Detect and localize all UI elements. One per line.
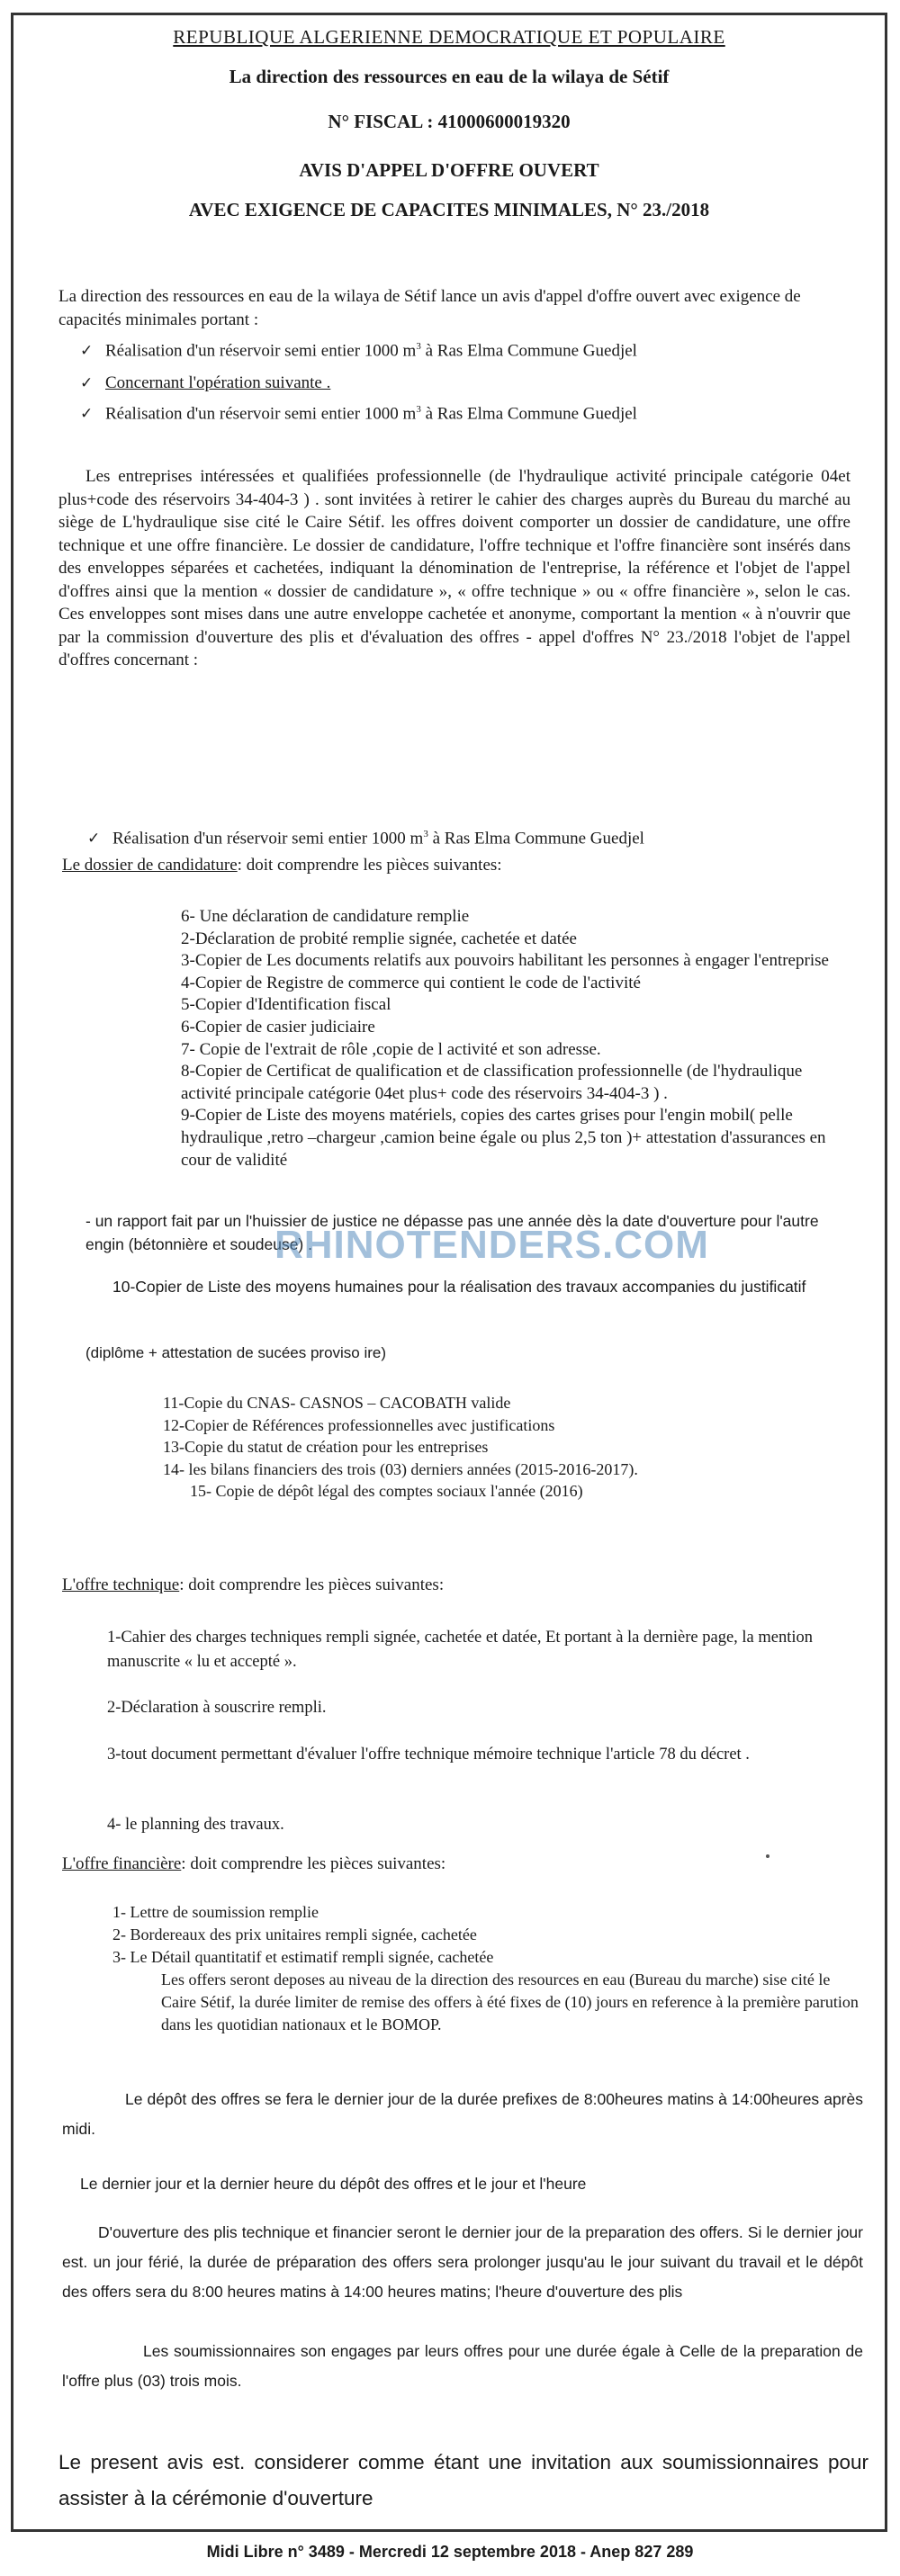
footer-publication: Midi Libre n° 3489 - Mercredi 12 septembre 2018 - Anep 827 289 [206, 2543, 694, 2561]
list-item: 2-Déclaration de probité remplie signée, cachetée et datée [181, 929, 577, 948]
bullet-sup: 3 [423, 829, 428, 839]
bullet-sup: 3 [416, 341, 421, 352]
list-item: 7- Copie de l'extrait de rôle ,copie de l activité et son adresse. [181, 1039, 601, 1059]
check-icon: ✓ [80, 374, 94, 392]
offre-financiere-list [112, 1901, 860, 2036]
list-item: 8-Copier de Certificat de qualification et de classification professionnelle (de l'hydraulique activité principale catégorie 04et plus+ code des réservoirs 34-404-3 ) . [181, 1062, 803, 1103]
ouverture-paragraph: D'ouverture des plis technique et financier seront le dernier jour de la preparation des offers. Si le dernier jour est. un jour férié, la durée de préparation des offers sera prolonger jusqu'au le jour suivant du travail et le dépôt des offers sera du 8:00 heures matins à 14:00 heures matins; l'heure d'ouverture des plis [62, 2223, 863, 2301]
dossier-title-tail: : doit comprendre les pièces suivantes: [237, 856, 502, 875]
offre-technique-item-2: 2-Déclaration à souscrire rempli. [107, 1699, 327, 1717]
bullet-reservoir-3 [87, 829, 644, 848]
bullet-reservoir-2 [80, 404, 637, 424]
list-item: 2- Bordereaux des prix unitaires rempli signée, cachetée [112, 1925, 477, 1943]
offre-financiere-heading [62, 1854, 446, 1874]
bullet-text: Concernant l'opération suivante . [105, 373, 331, 392]
depot-paragraph: Les offers seront deposes au niveau de la direction des resources en eau (Bureau du marche) sise cité le Caire Sétif, la durée limiter de remise des offers à été fixes de (10) jours en reference à la première parution dans les quotidian nationaux et le BOMOP. [161, 1970, 859, 2033]
intro-paragraph: La direction des ressources en eau de la wilaya de Sétif lance un avis d'appel d'offre ouvert avec exigence de capacités minimales portant : [58, 287, 801, 329]
list-item: 1- Lettre de soumission remplie [112, 1903, 319, 1921]
offre-technique-title: L'offre technique [62, 1575, 180, 1594]
offre-technique-title-tail: : doit comprendre les pièces suivantes: [179, 1575, 445, 1594]
dernier-jour-paragraph: Le dernier jour et la dernier heure du dépôt des offres et le jour et l'heure [80, 2175, 587, 2193]
offre-technique-heading [62, 1575, 444, 1595]
list-item: 4-Copier de Registre de commerce qui contient le code de l'activité [181, 973, 641, 992]
list-item: 12-Copier de Références professionnelles avec justifications [163, 1415, 555, 1434]
list-item: 11-Copie du CNAS- CASNOS – CACOBATH valide [163, 1394, 511, 1412]
bullet-tail: à Ras Elma Commune Guedjel [420, 341, 637, 361]
offre-technique-item-3: 3-tout document permettant d'évaluer l'offre technique mémoire technique l'article 78 du décret . [107, 1746, 750, 1764]
watermark: RHINOTENDERS.COM [274, 1223, 709, 1267]
depot-hours-paragraph: Le dépôt des offres se fera le dernier jour de la durée prefixes de 8:00heures matins à 14:00heures après midi. [62, 2090, 863, 2138]
list-item: 14- les bilans financiers des trois (03) derniers années (2015-2016-2017). [163, 1459, 638, 1478]
closing-statement: Le present avis est. considerer comme étant une invitation aux soumissionnaires pour assister à la cérémonie d'ouverture [58, 2451, 868, 2509]
bullet-reservoir-1 [80, 341, 637, 361]
header-republic: REPUBLIQUE ALGERIENNE DEMOCRATIQUE ET POPULAIRE [173, 26, 725, 48]
offre-technique-item-4: 4- le planning des travaux. [107, 1816, 284, 1834]
main-paragraph: Les entreprises intéressées et qualifiées professionnelle (de l'hydraulique activité principale catégorie 04et plus+code des réservoirs 34-404-3 ) . sont invitées à retirer le cahier des charges auprès du Bureau du marché au siège de L'hydraulique sise cité le Caire Sétif. les offres doivent comporter un dossier de candidature, une offre technique et une offre financière. Le dossier de candidature, l'offre technique et l'offre financière sont insérés dans des enveloppes séparées et cachetées, indiquant la dénomination de l'entreprise, la référence et l'objet de l'appel d'offres ainsi que la mention « dossier de candidature », « offre technique » ou « offre financière », selon le cas. Ces enveloppes sont mises dans une autre enveloppe cachetée et anonyme, comportant la mention « à n'ouvrir que par la commission d'ouverture des plis et d'évaluation des offres - appel d'offres N° 23./2018 l'objet de l'appel d'offres concernant : [58, 467, 850, 669]
item-10: 10-Copier de Liste des moyens humaines pour la réalisation des travaux accompanies du justificatif [112, 1278, 806, 1296]
dossier-list [181, 906, 829, 1171]
list-item: 13-Copie du statut de création pour les entreprises [163, 1438, 489, 1457]
bullet-tail: à Ras Elma Commune Guedjel [428, 829, 644, 848]
list-item: 6- Une déclaration de candidature remplie [181, 907, 470, 926]
list-item: 3-Copier de Les documents relatifs aux pouvoirs habilitant les personnes à engager l'entreprise [181, 951, 829, 971]
dossier-title: Le dossier de candidature [62, 856, 238, 875]
dossier-heading [62, 856, 502, 875]
notice-frame [11, 13, 887, 2532]
scan-speck [766, 1854, 770, 1858]
offre-financiere-title-tail: : doit comprendre les pièces suivantes: [181, 1854, 446, 1873]
bullet-text: Réalisation d'un réservoir semi entier 1000 m [105, 341, 417, 361]
list-item: 15- Copie de dépôt légal des comptes sociaux l'année (2016) [190, 1482, 583, 1501]
diplome-note: (diplôme + attestation de sucées proviso ire) [86, 1344, 387, 1361]
huissier-note: - un rapport fait par un l'huissier de justice ne dépasse pas une année dès la date d'ouverture pour l'autre engin (bétonnière et soudeuse) . [86, 1212, 819, 1253]
bullet-operation [80, 373, 330, 393]
list-item: 9-Copier de Liste des moyens matériels, copies des cartes grises pour l'engin mobil( pelle hydraulique ,retro –chargeur ,camion beine égale ou plus 2,5 ton )+ attestation d'assurances en cour de validité [181, 1106, 826, 1170]
list-item: 5-Copier d'Identification fiscal [181, 995, 392, 1015]
check-icon: ✓ [80, 342, 94, 361]
bullet-text: Réalisation d'un réservoir semi entier 1000 m [112, 829, 424, 848]
check-icon: ✓ [87, 830, 101, 848]
engagement-paragraph: Les soumissionnaires son engages par leurs offres pour une durée égale à Celle de la preparation de l'offre plus (03) trois mois. [62, 2342, 863, 2390]
check-icon: ✓ [80, 405, 94, 424]
list-item: 6-Copier de casier judiciaire [181, 1017, 375, 1037]
header-exigence: AVEC EXIGENCE DE CAPACITES MINIMALES, N° 23./2018 [188, 199, 710, 220]
header-direction: La direction des ressources en eau de la wilaya de Sétif [229, 66, 670, 87]
header-fiscal: N° FISCAL : 41000600019320 [328, 111, 571, 132]
header-avis: AVIS D'APPEL D'OFFRE OUVERT [299, 159, 599, 181]
bullet-sup: 3 [416, 404, 421, 415]
dossier-list-2 [163, 1392, 865, 1503]
bullet-text: Réalisation d'un réservoir semi entier 1000 m [105, 404, 417, 424]
offre-technique-item-1: 1-Cahier des charges techniques rempli signée, cachetée et datée, Et portant à la dernière page, la mention manuscrite « lu et accepté ». [107, 1629, 814, 1671]
offre-financiere-title: L'offre financière [62, 1854, 182, 1873]
list-item: 3- Le Détail quantitatif et estimatif rempli signée, cachetée [112, 1948, 494, 1966]
bullet-tail: à Ras Elma Commune Guedjel [420, 404, 637, 424]
